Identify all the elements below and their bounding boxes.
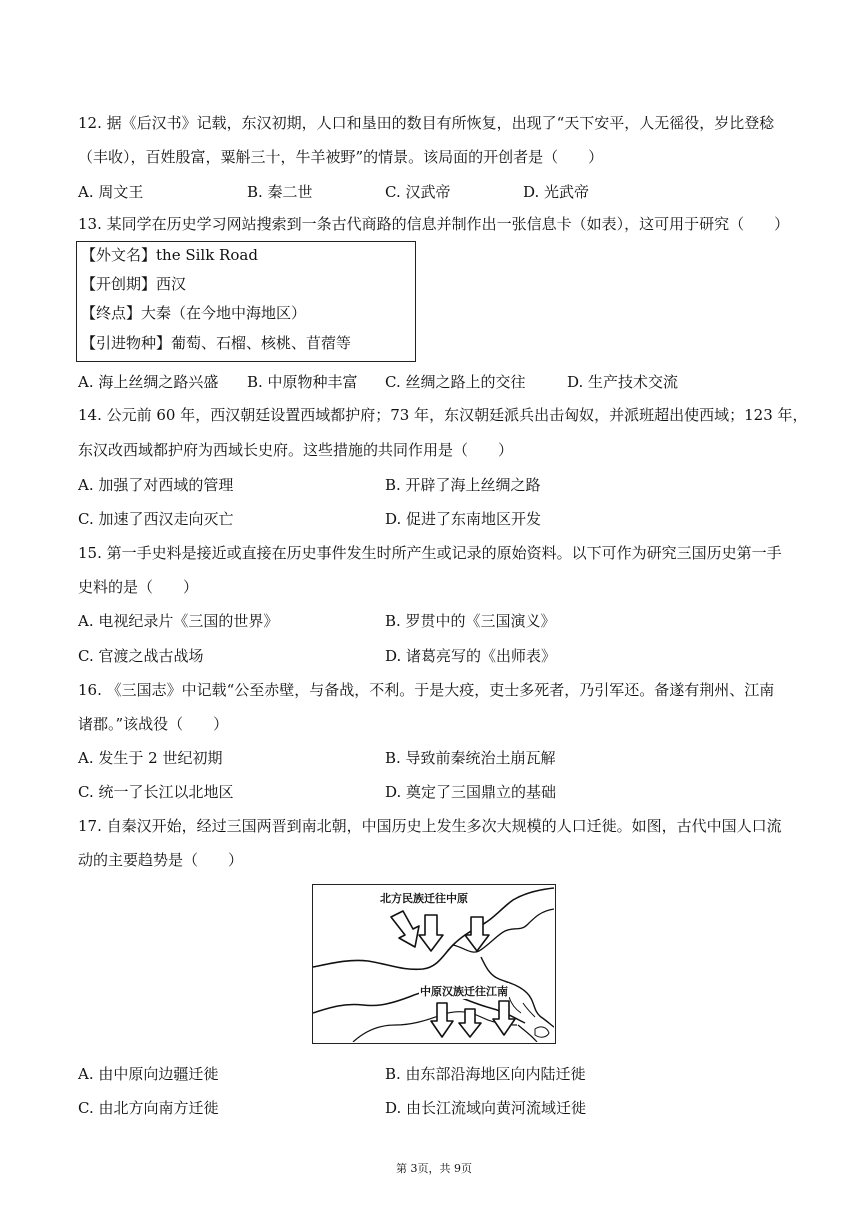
q14-stem-line2: 东汉改西域都护府为西域长史府。这些措施的共同作用是（ ） xyxy=(78,441,514,459)
q12-option-a: A. 周文王 xyxy=(78,183,144,201)
q17-option-a: A. 由中原向边疆迁徙 xyxy=(78,1065,219,1083)
q14-option-d: D. 促进了东南地区开发 xyxy=(385,510,542,528)
q17-stem-line1: 17. 自秦汉开始，经过三国两晋到南北朝，中国历史上发生多次大规模的人口迁徙。如图，古代中国人口流 xyxy=(78,817,782,835)
map-drawing xyxy=(313,885,554,1042)
q15-option-a: A. 电视纪录片《三国的世界》 xyxy=(78,612,279,630)
q14-option-a: A. 加强了对西域的管理 xyxy=(78,476,234,494)
q15-option-d: D. 诸葛亮写的《出师表》 xyxy=(385,647,557,665)
silk-road-info-card xyxy=(76,241,416,362)
q14-option-b: B. 开辟了海上丝绸之路 xyxy=(385,476,541,494)
q12-stem-line2: （丰收），百姓殷富，粟斛三十，牛羊被野”的情景。该局面的开创者是（ ） xyxy=(78,148,604,166)
page-footer: 第 3页，共 9页 xyxy=(396,1162,472,1175)
info-card-row: 【开创期】西汉 xyxy=(81,275,187,293)
q14-stem-line1: 14. 公元前 60 年，西汉朝廷设置西域都护府；73 年，东汉朝廷派兵出击匈奴，并派班超出使西域；123 年， xyxy=(78,406,808,424)
q15-option-b: B. 罗贯中的《三国演义》 xyxy=(385,612,556,630)
info-card-row: 【终点】大秦（在今地中海地区） xyxy=(81,304,307,322)
map-label-north: 北方民族迁往中原 xyxy=(380,892,468,905)
q15-option-c: C. 官渡之战古战场 xyxy=(78,647,204,665)
q13-option-b: B. 中原物种丰富 xyxy=(247,373,358,391)
q15-stem-line1: 15. 第一手史料是接近或直接在历史事件发生时所产生或记录的原始资料。以下可作为研究三国历史第一手 xyxy=(78,544,782,562)
q16-stem-line2: 诸郡。”该战役（ ） xyxy=(78,715,229,733)
q16-option-b: B. 导致前秦统治土崩瓦解 xyxy=(385,749,556,767)
q17-option-c: C. 由北方向南方迁徙 xyxy=(78,1099,219,1117)
q13-option-a: A. 海上丝绸之路兴盛 xyxy=(78,373,219,391)
q12-stem-line1: 12. 据《后汉书》记载，东汉初期，人口和垦田的数目有所恢复，出现了“天下安平，人无徭役，岁比登稔 xyxy=(78,114,775,132)
migration-map xyxy=(312,884,556,1044)
info-card-row: 【外文名】the Silk Road xyxy=(81,246,258,264)
q13-stem-line1: 13. 某同学在历史学习网站搜索到一条古代商路的信息并制作出一张信息卡（如表），这可用于研究（ ） xyxy=(78,215,790,233)
q12-option-c: C. 汉武帝 xyxy=(385,183,451,201)
q13-option-c: C. 丝绸之路上的交往 xyxy=(385,373,526,391)
q16-option-a: A. 发生于 2 世纪初期 xyxy=(78,749,223,767)
q17-option-b: B. 由东部沿海地区向内陆迁徙 xyxy=(385,1065,586,1083)
q13-option-d: D. 生产技术交流 xyxy=(567,373,679,391)
q17-stem-line2: 动的主要趋势是（ ） xyxy=(78,851,244,869)
q12-option-d: D. 光武帝 xyxy=(523,183,590,201)
q17-option-d: D. 由长江流域向黄河流域迁徙 xyxy=(385,1099,587,1117)
q14-option-c: C. 加速了西汉走向灭亡 xyxy=(78,510,234,528)
info-card-row: 【引进物种】葡萄、石榴、核桃、苜蓿等 xyxy=(81,334,352,352)
q16-option-d: D. 奠定了三国鼎立的基础 xyxy=(385,783,557,801)
q16-option-c: C. 统一了长江以北地区 xyxy=(78,783,234,801)
map-label-south: 中原汉族迁往江南 xyxy=(420,985,508,998)
q12-option-b: B. 秦二世 xyxy=(247,183,313,201)
q15-stem-line2: 史料的是（ ） xyxy=(78,578,199,596)
q16-stem-line1: 16. 《三国志》中记载“公至赤壁，与备战，不利。于是大疫，吏士多死者，乃引军还。备遂有荆州、江南 xyxy=(78,681,775,699)
